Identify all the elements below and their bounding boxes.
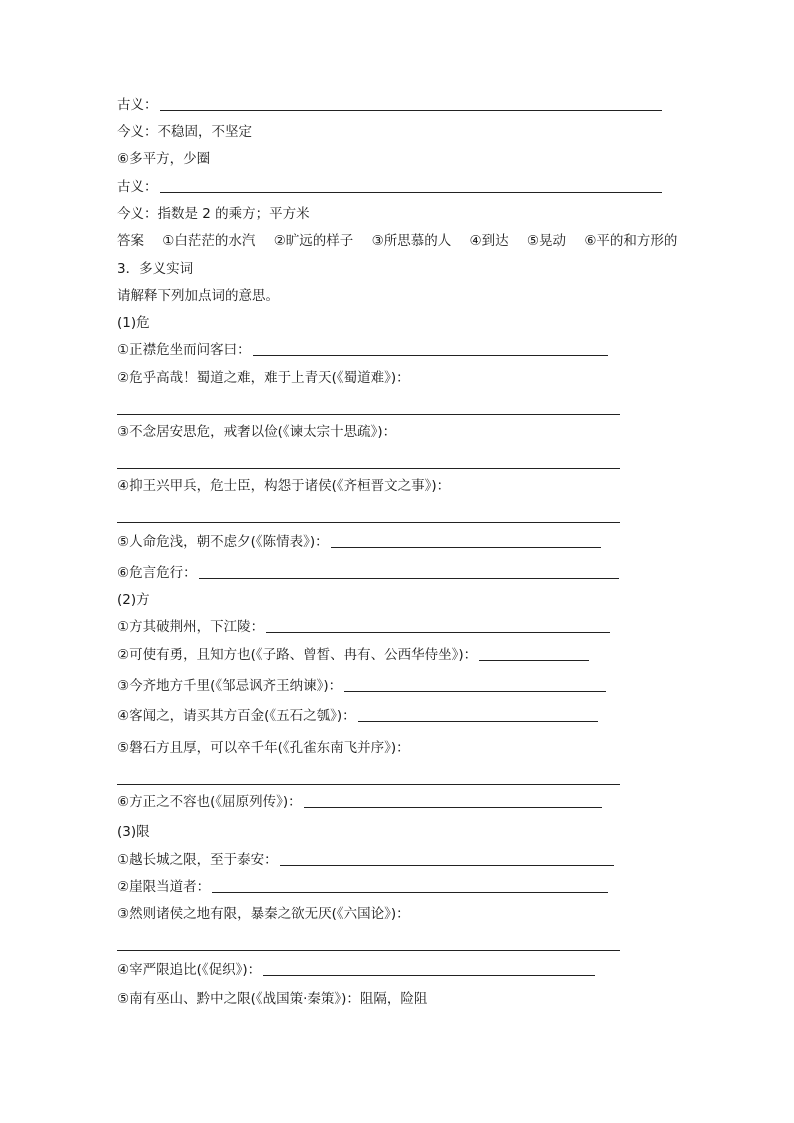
answer-blank[interactable] [117, 522, 620, 523]
wei-heading: (1)危 [117, 315, 150, 331]
wei-item-3: ③不念居安思危，戒奢以俭(《谏太宗十思疏》)： [117, 424, 397, 440]
question-text: ①越长城之限，至于泰安： [117, 852, 278, 868]
fang-item-4 [117, 706, 598, 726]
answer-line [117, 231, 677, 251]
question-text: ⑥危言危行： [117, 565, 197, 581]
question-text: ⑤人命危浅，朝不虑夕(《陈情表》)： [117, 534, 329, 550]
wei-item-1 [117, 340, 608, 360]
answer-label: 答案 [117, 233, 144, 249]
section-instruction: 请解释下列加点词的意思。 [117, 288, 279, 304]
fang-item-6 [117, 792, 602, 812]
answer-item: ④到达 [469, 233, 509, 249]
question-text: ⑥方正之不容也(《屈原列传》)： [117, 794, 302, 810]
answer-blank[interactable] [331, 533, 601, 548]
guyi-line-2 [117, 177, 662, 197]
item-6-fang: ⑥多平方，少圈 [117, 151, 211, 167]
fang-heading: (2)方 [117, 592, 150, 608]
wei-item-2: ②危乎高哉！蜀道之难，难于上青天(《蜀道难》)： [117, 370, 410, 386]
answer-blank[interactable] [212, 878, 608, 893]
jinyi-line-1: 今义：不稳固，不坚定 [117, 124, 252, 140]
xian-heading: (3)限 [117, 824, 150, 840]
answer-blank[interactable] [280, 851, 614, 866]
answer-item: ⑤晃动 [526, 233, 567, 249]
fang-item-1 [117, 617, 610, 637]
answer-blank[interactable] [253, 341, 608, 356]
question-text: ①正襟危坐而问客曰： [117, 342, 251, 358]
answer-item: ①白茫茫的水汽 [162, 233, 256, 249]
xian-item-3: ③然则诸侯之地有限，暴秦之欲无厌(《六国论》)： [117, 906, 410, 922]
xian-item-5: ⑤南有巫山、黔中之限(《战国策·秦策》)：阻隔，险阻 [117, 991, 428, 1007]
answer-blank[interactable] [117, 950, 620, 951]
fang-item-5: ⑤磐石方且厚，可以卒千年(《孔雀东南飞并序》)： [117, 740, 410, 756]
wei-item-4: ④抑王兴甲兵，危士臣，构怨于诸侯(《齐桓晋文之事》)： [117, 478, 451, 494]
answer-item: ②旷远的样子 [273, 233, 354, 249]
fang-item-2 [117, 645, 589, 665]
answer-blank[interactable] [117, 784, 620, 785]
xian-item-4 [117, 960, 595, 980]
wei-item-6 [117, 563, 619, 583]
answer-blank[interactable] [344, 677, 606, 692]
answer-blank[interactable] [160, 96, 662, 111]
guyi-line-1 [117, 95, 662, 115]
question-text: ①方其破荆州，下江陵： [117, 619, 265, 635]
answer-blank[interactable] [117, 468, 620, 469]
question-text: ④宰严限追比(《促织》)： [117, 962, 262, 978]
answer-blank[interactable] [263, 961, 595, 976]
wei-item-5 [117, 532, 601, 552]
xian-item-1 [117, 850, 614, 870]
section-title: 3．多义实词 [117, 261, 194, 277]
question-text: ②可使有勇，且知方也(《子路、曾皙、冉有、公西华侍坐》)： [117, 647, 478, 663]
answer-blank[interactable] [304, 793, 602, 808]
jinyi-line-2: 今义：指数是 2 的乘方；平方米 [117, 206, 310, 222]
answer-blank[interactable] [479, 646, 589, 661]
answer-blank[interactable] [117, 414, 620, 415]
question-text: ③今齐地方千里(《邹忌讽齐王纳谏》)： [117, 678, 343, 694]
question-text: ②崖限当道者： [117, 879, 211, 895]
answer-blank[interactable] [199, 564, 619, 579]
guyi-label: 古义： [117, 97, 158, 113]
answer-blank[interactable] [160, 178, 662, 193]
answer-item: ③所思慕的人 [371, 233, 452, 249]
answer-blank[interactable] [358, 707, 598, 722]
guyi-label: 古义： [117, 179, 158, 195]
answer-item: ⑥平的和方形的 [584, 233, 678, 249]
xian-item-2 [117, 877, 608, 897]
answer-blank[interactable] [266, 618, 610, 633]
question-text: ④客闻之，请买其方百金(《五石之瓠》)： [117, 708, 356, 724]
fang-item-3 [117, 676, 606, 696]
